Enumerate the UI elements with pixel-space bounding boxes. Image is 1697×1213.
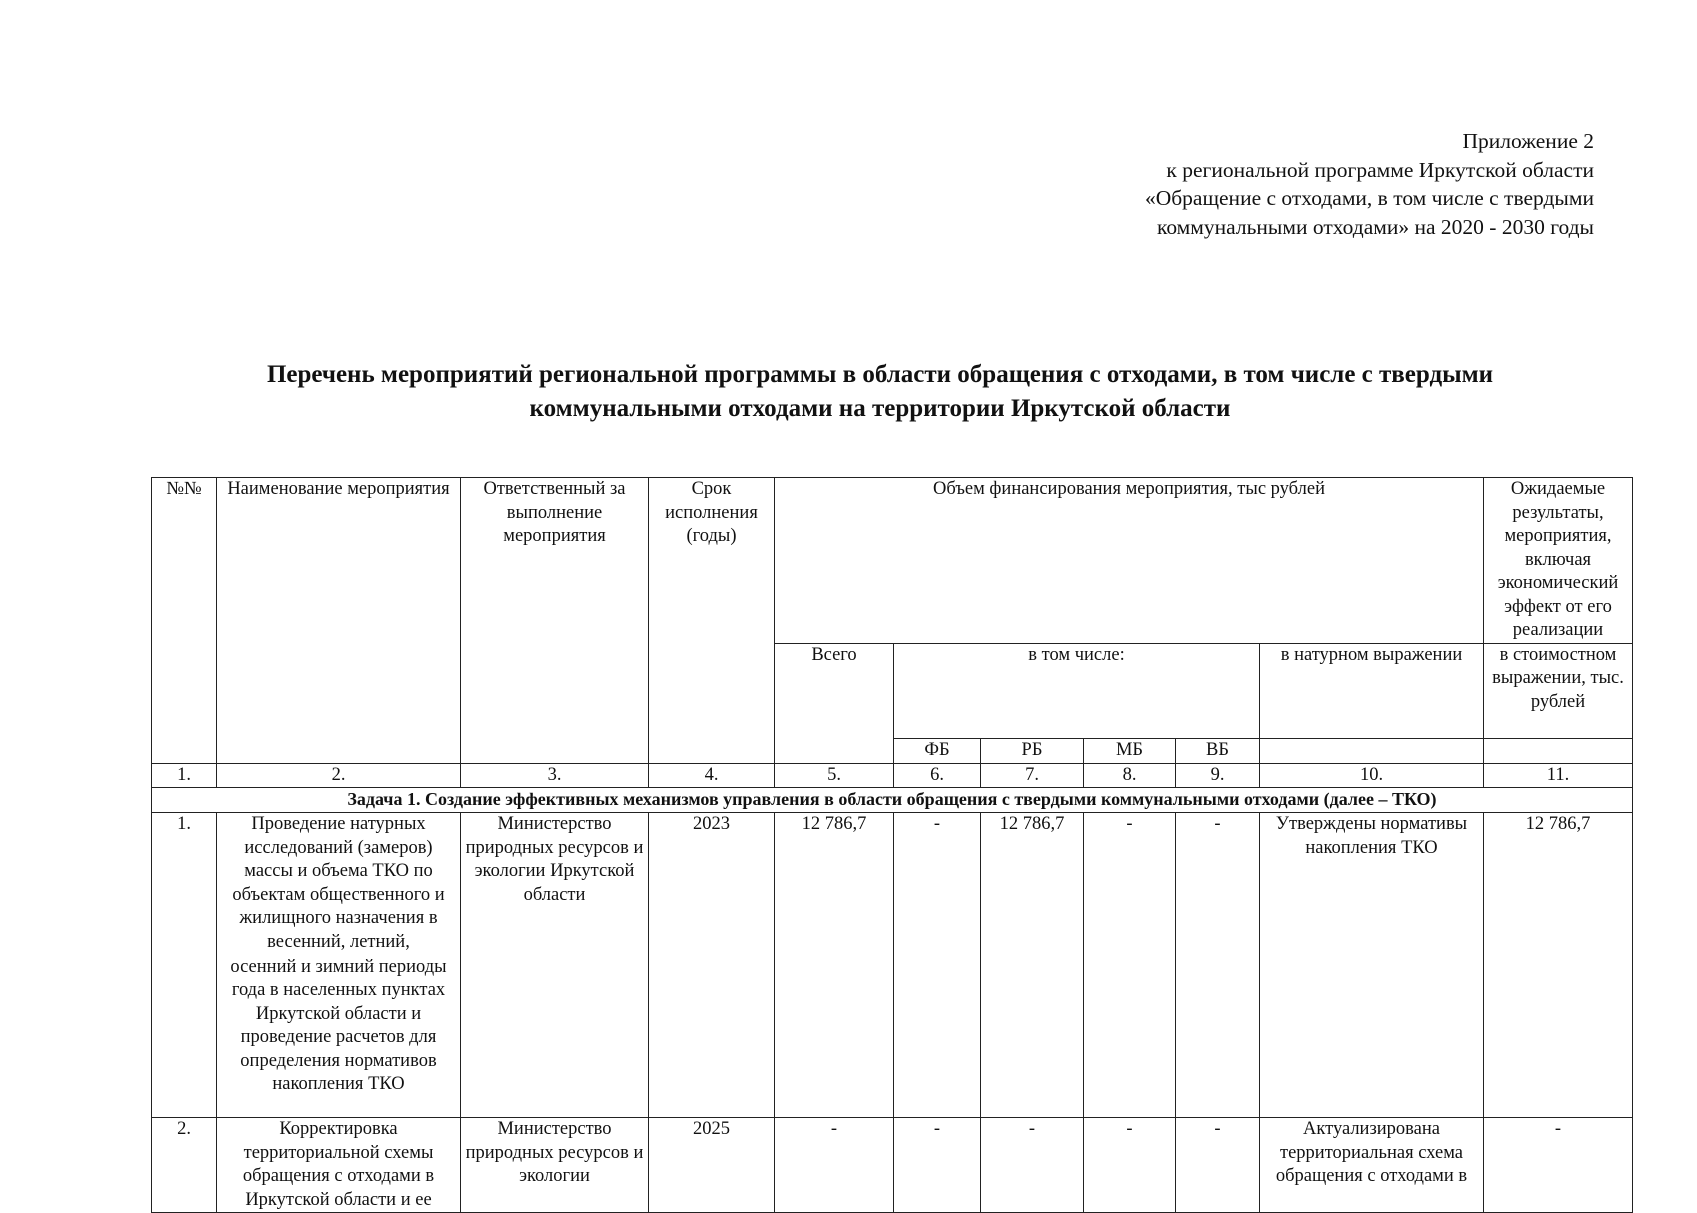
document-title-line-2: коммунальными отходами на территории Иркутской области [529,395,1231,422]
row-2-term: 2025 [649,1118,775,1213]
document-title-line-1: Перечень мероприятий региональной программы в области обращения с отходами, в том числе с твердыми [266,361,1494,388]
row-1-term: 2023 [649,813,775,956]
row-1-name-part-1: Проведение натурных исследований (замеров) массы и объема ТКО по объектам общественного и жилищного назначения в весенний, летний, [217,813,461,956]
measures-table [151,477,1633,1213]
column-number-4: 4. [649,763,775,788]
row-2-fb: - [894,1118,981,1213]
row-2-responsible: Министерство природных ресурсов и экологии [461,1118,649,1213]
column-number-10: 10. [1260,763,1484,788]
row-1-responsible: Министерство природных ресурсов и экологии Иркутской области [461,813,649,956]
column-number-2: 2. [217,763,461,788]
header-fb: ФБ [894,738,981,763]
row-1-cont-natural [1260,956,1484,1118]
appendix-line-2: к региональной программе Иркутской области [1166,157,1594,182]
column-number-3: 3. [461,763,649,788]
header-num: №№ [152,478,217,764]
header-results: Ожидаемые результаты, мероприятия, включая экономический эффект от его реализации [1484,478,1633,644]
row-1-cont-num [152,956,217,1118]
column-number-11: 11. [1484,763,1633,788]
row-2-cost: - [1484,1118,1633,1213]
appendix-line-1: Приложение 2 [1462,129,1594,153]
column-number-5: 5. [775,763,894,788]
header-responsible: Ответственный за выполнение мероприятия [461,478,649,764]
header-cost: в стоимостном выражении, тыс. рублей [1484,643,1633,738]
header-name: Наименование мероприятия [217,478,461,764]
row-2-natural: Актуализирована территориальная схема обращения с отходами в [1260,1118,1484,1213]
row-2-mb: - [1084,1118,1176,1213]
row-1-total: 12 786,7 [775,813,894,956]
header-term: Срок исполнения (годы) [649,478,775,764]
row-1-vb: - [1176,813,1260,956]
header-mb: МБ [1084,738,1176,763]
column-number-9: 9. [1176,763,1260,788]
document-title [140,358,1620,426]
row-1-fb: - [894,813,981,956]
row-1-cont-term [649,956,775,1118]
column-number-6: 6. [894,763,981,788]
row-1-mb: - [1084,813,1176,956]
row-1-cont-mb [1084,956,1176,1118]
row-1-cont-responsible [461,956,649,1118]
appendix-block [994,127,1594,241]
row-2-total: - [775,1118,894,1213]
header-financing: Объем финансирования мероприятия, тыс рублей [775,478,1484,644]
row-1-num: 1. [152,813,217,956]
header-natural-blank [1260,738,1484,763]
row-1-name-part-2: осенний и зимний периоды года в населенных пунктах Иркутской области и проведение расчетов для определения нормативов накопления ТКО [217,956,461,1118]
header-cost-blank [1484,738,1633,763]
row-1-natural: Утверждены нормативы накопления ТКО [1260,813,1484,956]
header-vb: ВБ [1176,738,1260,763]
header-including: в том числе: [894,643,1260,738]
column-number-8: 8. [1084,763,1176,788]
row-1-cont-vb [1176,956,1260,1118]
task-1-row: Задача 1. Создание эффективных механизмов управления в области обращения с твердыми коммунальными отходами (далее – ТКО) [152,788,1633,813]
row-2-vb: - [1176,1118,1260,1213]
row-2-rb: - [981,1118,1084,1213]
row-1-cont-rb [981,956,1084,1118]
column-number-7: 7. [981,763,1084,788]
row-1-rb: 12 786,7 [981,813,1084,956]
row-1-cont-total [775,956,894,1118]
row-1-cont-fb [894,956,981,1118]
appendix-line-3: «Обращение с отходами, в том числе с твердыми [1144,186,1594,210]
appendix-line-4: коммунальными отходами» на 2020 - 2030 годы [1156,214,1594,239]
row-1-cont-cost [1484,956,1633,1118]
header-natural: в натурном выражении [1260,643,1484,738]
row-2-num: 2. [152,1118,217,1213]
header-total: Всего [775,643,894,763]
row-2-name: Корректировка территориальной схемы обращения с отходами в Иркутской области и ее [217,1118,461,1213]
header-rb: РБ [981,738,1084,763]
column-number-1: 1. [152,763,217,788]
row-1-cost: 12 786,7 [1484,813,1633,956]
